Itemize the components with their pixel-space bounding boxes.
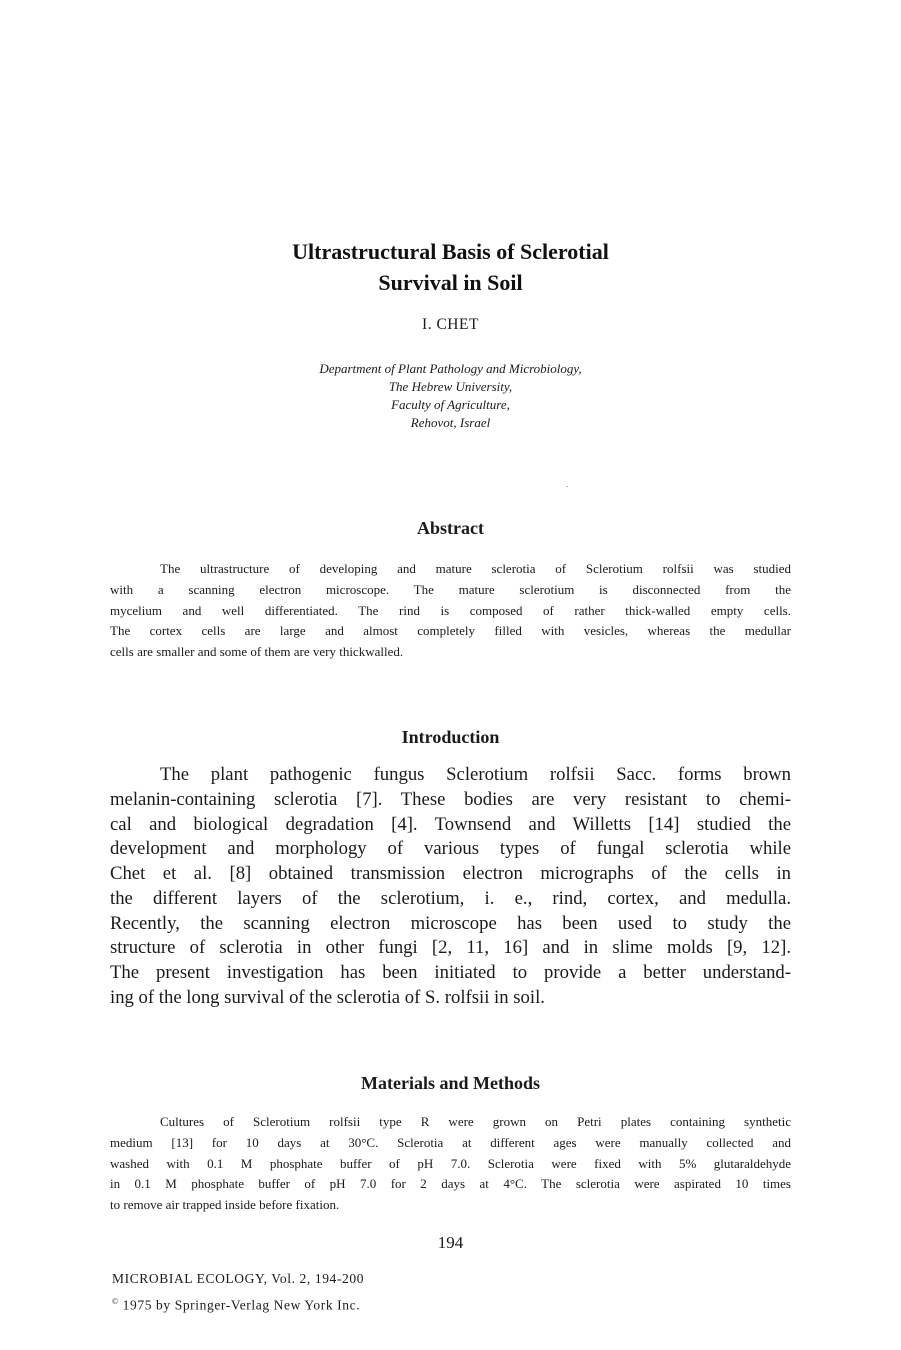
intro-line: The plant pathogenic fungus Sclerotium rolfsii Sacc. forms brown <box>160 764 791 785</box>
introduction-heading: Introduction <box>401 727 500 747</box>
intro-line: development and morphology of various types of fungal sclerotia while <box>110 838 791 860</box>
abstract-line: The ultrastructure of developing and mature sclerotia of Sclerotium rolfsii was studied <box>160 561 791 576</box>
paper-title <box>0 236 901 298</box>
intro-line: Chet et al. [8] obtained transmission electron micrographs of the cells in <box>110 863 791 884</box>
affiliation-line: Faculty of Agriculture, <box>391 397 510 412</box>
intro-line: cal and biological degradation [4]. Townsend and Willetts [14] studied the <box>110 813 791 835</box>
copyright-text: 1975 by Springer-Verlag New York Inc. <box>122 1297 361 1313</box>
copyright-line <box>112 1297 360 1314</box>
abstract-line: cells are smaller and some of them are very thickwalled. <box>110 644 404 660</box>
affiliation-line: Rehovot, Israel <box>410 415 491 430</box>
introduction-body <box>110 763 791 1011</box>
title-line-2: Survival in Soil <box>378 270 523 295</box>
abstract-line: The cortex cells are large and almost completely filled with vesicles, whereas the medullar <box>110 623 791 639</box>
page-number: 194 <box>437 1233 464 1252</box>
methods-line: in 0.1 M phosphate buffer of pH 7.0 for 2 days at 4°C. The sclerotia were aspirated 10 times <box>110 1176 791 1192</box>
copyright-symbol: © <box>112 1297 119 1306</box>
methods-body <box>110 1112 791 1216</box>
abstract-line: with a scanning electron microscope. The mature sclerotium is disconnected from the <box>110 581 791 597</box>
journal-citation: MICROBIAL ECOLOGY, Vol. 2, 194-200 <box>112 1271 365 1286</box>
scan-speck <box>566 486 568 487</box>
abstract-line: mycelium and well differentiated. The rind is composed of rather thick-walled empty cells. <box>110 602 791 618</box>
methods-heading: Materials and Methods <box>361 1073 540 1093</box>
intro-line: melanin-containing sclerotia [7]. These bodies are very resistant to chemi- <box>110 788 791 810</box>
methods-line: Cultures of Sclerotium rolfsii type R were grown on Petri plates containing synthetic <box>160 1114 791 1129</box>
abstract-heading: Abstract <box>417 518 484 538</box>
methods-line: medium [13] for 10 days at 30°C. Sclerotia at different ages were manually collected and <box>110 1134 791 1150</box>
intro-line: Recently, the scanning electron microscope has been used to study the <box>110 912 791 934</box>
affiliation <box>0 360 901 432</box>
author-name: I. CHET <box>422 316 479 333</box>
methods-line: washed with 0.1 M phosphate buffer of pH 7.0. Sclerotia were fixed with 5% glutaraldehyde <box>110 1155 791 1171</box>
intro-line: structure of sclerotia in other fungi [2, 11, 16] and in slime molds [9, 12]. <box>110 937 791 959</box>
intro-line: ing of the long survival of the sclerotia of S. rolfsii in soil. <box>110 986 545 1008</box>
intro-line: the different layers of the sclerotium, i. e., rind, cortex, and medulla. <box>110 887 791 909</box>
title-line-1: Ultrastructural Basis of Sclerotial <box>292 239 609 264</box>
affiliation-line: Department of Plant Pathology and Microbiology, <box>319 361 582 376</box>
affiliation-line: The Hebrew University, <box>388 379 513 394</box>
intro-line: The present investigation has been initiated to provide a better understand- <box>110 962 791 983</box>
abstract-body <box>110 559 791 663</box>
methods-line: to remove air trapped inside before fixation. <box>110 1197 340 1213</box>
